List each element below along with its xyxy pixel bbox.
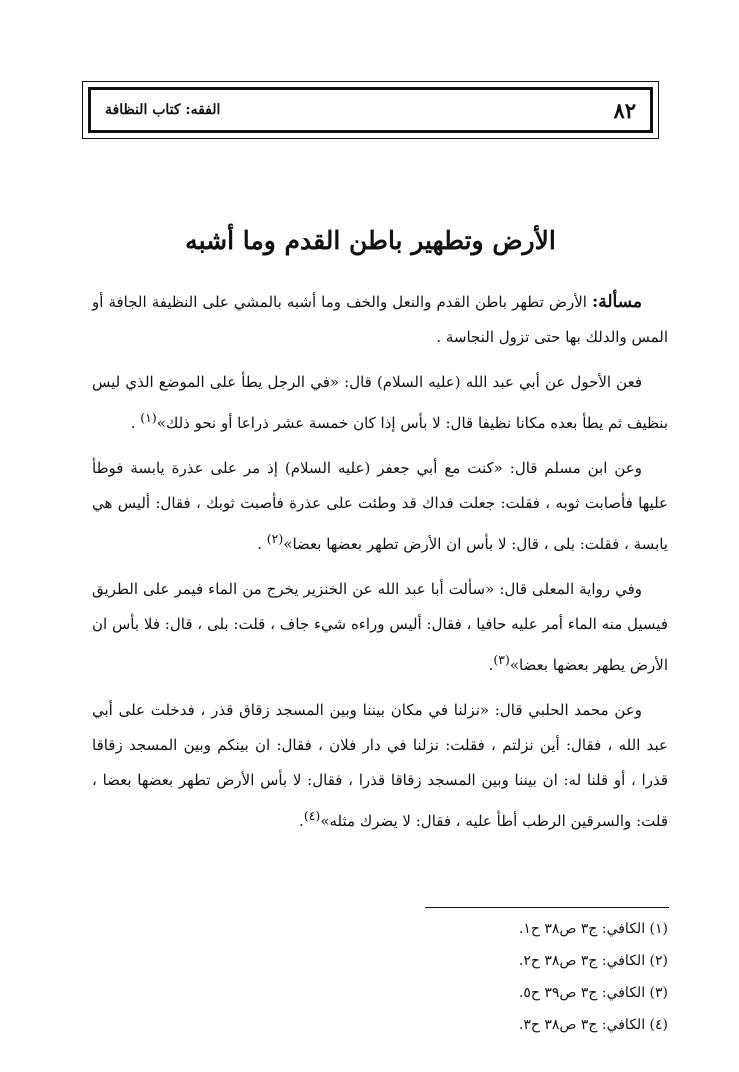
footnote-3: (٣) الكافي: ج٣ ص٣٩ ح٥.: [518, 985, 668, 1001]
page-number: ٨٢: [613, 97, 636, 123]
issue-paragraph: [92, 285, 668, 355]
footnote-1: (١) الكافي: ج٣ ص٣٨ ح١.: [518, 921, 668, 937]
narration-text-3: وفي رواية المعلى قال: «سألت أبا عبد الله عن الخنزير يخرج من الماء فيمر على الطريق فيسيل منه الماء أمر عليه حافيا ، فقال: أليس وراءه شيء جاف ، قلت: بلى ، قال: فلا بأس ان الأرض يطهر بعضها بعضا»: [92, 580, 668, 674]
narration-paragraph-2: [92, 451, 668, 562]
issue-label: مسألة:: [591, 292, 642, 312]
issue-text: الأرض تطهر باطن القدم والنعل والخف وما أشبه بالمشي على النظيفة الجافة أو المس والدلك بها حتى تزول النجاسة .: [92, 293, 668, 346]
footnote-ref-1: (١): [140, 410, 157, 425]
narration-paragraph-1: [92, 365, 668, 441]
footnote-4: (٤) الكافي: ج٣ ص٣٨ ح٣.: [518, 1017, 668, 1033]
footnotes: [320, 913, 668, 1041]
narration-text-2: وعن ابن مسلم قال: «كنت مع أبي جعفر (عليه السلام) إذ مر على عذرة يابسة فوطأ عليها فأصابت ثوبه ، فقلت: جعلت فداك قد وطئت على عذرة فأصبت ثوبك ، فقال: أليس هي يابسة ، فقلت: بلى ، قال: لا بأس ان الأرض تطهر بعضها بعضا»: [92, 459, 668, 553]
section-title: الأرض وتطهير باطن القدم وما أشبه: [185, 226, 556, 255]
footnote-separator: [425, 907, 669, 908]
narration-end-1: .: [130, 414, 141, 432]
footnote-ref-4: (٤): [303, 808, 321, 823]
narration-end-3: .: [488, 656, 494, 674]
running-title: الفقه: كتاب النظافة: [105, 102, 221, 118]
narration-end-2: .: [257, 535, 267, 553]
page-header: [82, 81, 659, 139]
narration-paragraph-4: [92, 693, 668, 839]
narration-text-4: وعن محمد الحلبي قال: «نزلنا في مكان بيننا وبين المسجد زقاق قذر ، فدخلت على أبي عبد الله ، فقال: أين نزلتم ، فقلت: نزلنا في دار فلان ، فقال: ان بينكم وبين المسجد زقاقا قذرا ، أو قلنا له: ان بيننا وبين المسجد زقاقا قذرا ، فقال: لا بأس الأرض تطهر بعضها بعضا ، قلت: والسرقين الرطب أطأ عليه ، فقال: لا يضرك مثله»: [92, 701, 668, 830]
body-text: [92, 285, 668, 849]
page-header-inner: [88, 87, 653, 133]
narration-end-4: .: [299, 812, 304, 830]
narration-text-1: فعن الأحول عن أبي عبد الله (عليه السلام) قال: «في الرجل يطأ على الموضع الذي ليس بنظيف ثم يطأ بعده مكانا نظيفا قال: لا بأس إذا كان خمسة عشر ذراعا أو نحو ذلك»: [92, 373, 668, 432]
footnote-ref-3: (٣): [493, 652, 510, 667]
footnote-2: (٢) الكافي: ج٣ ص٣٨ ح٢.: [518, 953, 668, 969]
footnote-ref-2: (٢): [266, 531, 284, 546]
narration-paragraph-3: [92, 572, 668, 683]
